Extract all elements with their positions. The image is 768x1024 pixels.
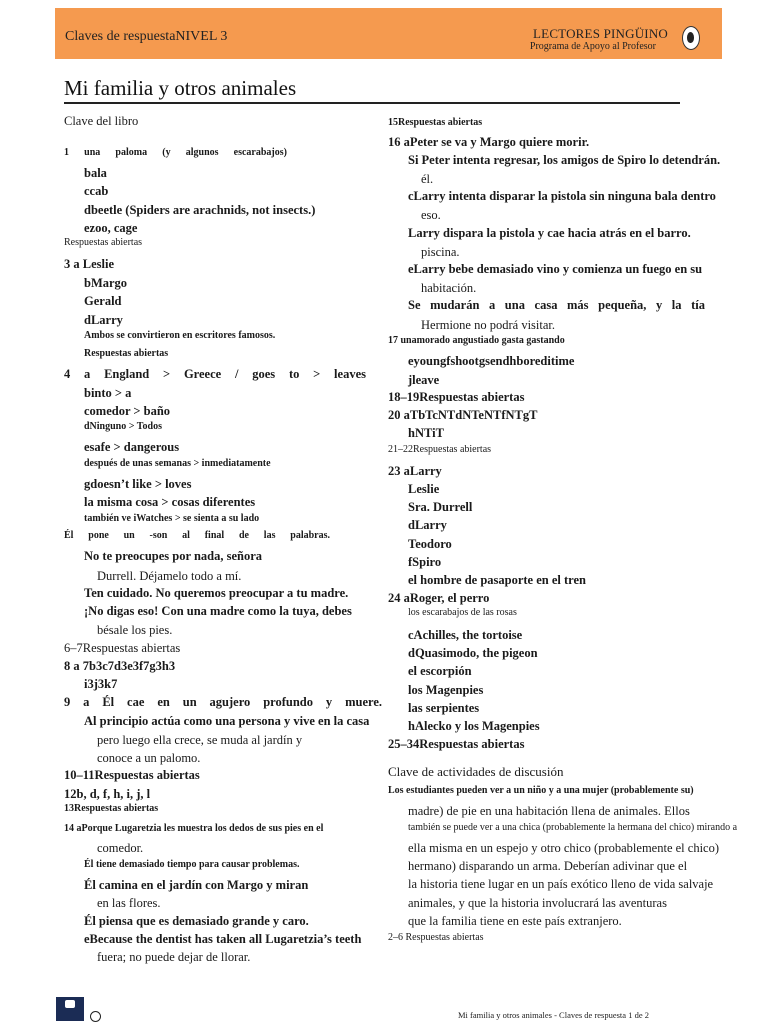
text-line: que la familia tiene en este país extranjero. [408, 914, 622, 928]
text-line: Respuestas abiertas [84, 348, 169, 359]
text-line: 25–34Respuestas abiertas [388, 737, 525, 751]
text-line: dNinguno > Todos [84, 421, 162, 432]
penguin-logo-icon [682, 26, 700, 50]
text-line: Él tiene demasiado tiempo para causar problemas. [84, 859, 300, 870]
text-line: la historia tiene lugar en un país exótico lleno de vida salvaje [408, 877, 714, 891]
text-line: dLarry [408, 518, 447, 532]
page-header [55, 8, 722, 59]
pearson-logo-icon [56, 997, 84, 1021]
text-line: hAlecko y los Magenpies [408, 719, 540, 733]
text-line: esafe > dangerous [84, 440, 180, 454]
text-line: hNTiT [408, 426, 444, 440]
text-line: bésale los pies. [97, 623, 173, 637]
text-line: 10–11Respuestas abiertas [64, 768, 200, 782]
text-line: la misma cosa > cosas diferentes [84, 495, 256, 509]
text-line: los Magenpies [408, 683, 484, 697]
text-line: eyoungfshootgsendhboreditime [408, 354, 575, 368]
text-line: 2–6 Respuestas abiertas [388, 932, 484, 943]
text-line: Gerald [84, 294, 122, 308]
text-line: dQuasimodo, the pigeon [408, 646, 538, 660]
text-line: No te preocupes por nada, señora [84, 549, 263, 563]
text-line: 18–19Respuestas abiertas [388, 390, 525, 404]
text-line: 23 aLarry [388, 464, 442, 478]
text-line: también se puede ver a una chica (probablemente la hermana del chico) mirando a [408, 822, 738, 833]
text-line: eso. [421, 208, 441, 222]
text-line: eBecause the dentist has taken all Lugaretzia’s teeth [84, 932, 362, 946]
text-line: fSpiro [408, 555, 442, 569]
footer-logo [56, 997, 86, 1022]
text-line: piscina. [421, 245, 460, 259]
text-line: animales, y que la historia involucrará las aventuras [408, 896, 667, 910]
text-line: Ambos se convirtieron en escritores famosos. [84, 330, 276, 341]
text-line: conoce a un palomo. [97, 751, 201, 765]
text-line: 15Respuestas abiertas [388, 117, 483, 128]
text-line: Él camina en el jardín con Margo y miran [84, 878, 309, 892]
text-line: pero luego ella crece, se muda al jardín y [97, 733, 303, 747]
text-line: habitación. [421, 281, 477, 295]
text-line: Sra. Durrell [408, 500, 473, 514]
text-line: cAchilles, the tortoise [408, 628, 523, 642]
text-line: Los estudiantes pueden ver a un niño y a una mujer (probablemente su) [388, 785, 694, 796]
text-line: Clave del libro [64, 114, 139, 128]
text-line: eLarry bebe demasiado vino y comienza un fuego en su [408, 262, 703, 276]
text-line: 24 aRoger, el perro [388, 591, 490, 605]
text-line: gdoesn’t like > loves [84, 477, 192, 491]
text-line: jleave [408, 373, 440, 387]
text-line: Se mudarán a una casa más pequeña, y la tía [408, 298, 705, 312]
text-line: 14 aPorque Lugaretzia les muestra los dedos de sus pies en el [64, 823, 324, 834]
text-line: 1 una paloma (y algunos escarabajos) [64, 147, 287, 158]
text-line: i3j3k7 [84, 677, 118, 691]
text-line: las serpientes [408, 701, 480, 715]
text-line: Respuestas abiertas [64, 237, 143, 248]
text-line: el hombre de pasaporte en el tren [408, 573, 586, 587]
text-line: cLarry intenta disparar la pistola sin ninguna bala dentro [408, 189, 716, 203]
text-line: madre) de pie en una habitación llena de animales. Ellos [408, 804, 690, 818]
text-line: en las flores. [97, 896, 161, 910]
header-brand: LECTORES PINGÜINO [533, 26, 668, 41]
text-line: comedor. [97, 841, 144, 855]
text-line: dLarry [84, 313, 123, 327]
text-line: Clave de actividades de discusión [388, 764, 564, 779]
text-line: el escorpión [408, 664, 472, 678]
text-line: Durrell. Déjamelo todo a mí. [97, 569, 242, 583]
text-line: ezoo, cage [84, 221, 138, 235]
text-line: los escarabajos de las rosas [408, 607, 517, 618]
title-divider [64, 102, 680, 104]
text-line: 17 unamorado angustiado gasta gastando [388, 335, 565, 346]
text-line: Larry dispara la pistola y cae hacia atrás en el barro. [408, 226, 691, 240]
text-line: después de unas semanas > inmediatamente [84, 458, 271, 469]
text-line: 3 a Leslie [64, 257, 114, 271]
text-line: Hermione no podrá visitar. [421, 318, 555, 332]
text-line: él. [421, 172, 434, 186]
text-line: también ve iWatches > se sienta a su lado [84, 513, 260, 524]
text-line: ¡No digas eso! Con una madre como la tuya, debes [84, 604, 352, 618]
text-line: bala [84, 166, 107, 180]
text-line: 20 aTbTcNTdNTeNTfNTgT [388, 408, 538, 422]
text-line: Ten cuidado. No queremos preocupar a tu madre. [84, 586, 349, 600]
header-level-label: Claves de respuestaNIVEL 3 [65, 29, 228, 44]
text-line: 13Respuestas abiertas [64, 803, 159, 814]
text-line: ccab [84, 184, 109, 198]
text-line: 12b, d, f, h, i, j, l [64, 787, 151, 801]
text-line: comedor > baño [84, 404, 171, 418]
text-line: Él pone un -son al final de las palabras. [64, 530, 330, 541]
text-line: Si Peter intenta regresar, los amigos de Spiro lo detendrán. [408, 153, 721, 167]
circle-icon [90, 1011, 101, 1022]
header-subtitle: Programa de Apoyo al Profesor [529, 41, 656, 52]
text-line: dbeetle (Spiders are arachnids, not insects.) [84, 203, 316, 217]
text-line: bMargo [84, 276, 128, 290]
text-line: 21–22Respuestas abiertas [388, 444, 492, 455]
text-line: Él piensa que es demasiado grande y caro. [84, 914, 309, 928]
text-line: fuera; no puede dejar de llorar. [97, 950, 251, 964]
text-line: 6–7Respuestas abiertas [64, 641, 181, 655]
text-line: 4 a England > Greece / goes to > leaves [64, 367, 366, 381]
text-line: 16 aPeter se va y Margo quiere morir. [388, 135, 590, 149]
text-line: Al principio actúa como una persona y vive en la casa [84, 714, 370, 728]
text-line: hermano) disparando un arma. Deberían adivinar que el [408, 859, 688, 873]
page-title: Mi familia y otros animales [64, 76, 297, 100]
text-line: Teodoro [408, 537, 452, 551]
text-line: Leslie [408, 482, 440, 496]
text-line: ella misma en un espejo y otro chico (probablemente el chico) [408, 841, 719, 855]
text-line: 9 a Él cae en un agujero profundo y muere. [64, 695, 382, 709]
footer-text: Mi familia y otros animales - Claves de respuesta 1 de 2 [458, 1010, 649, 1020]
text-line: 8 a 7b3c7d3e3f7g3h3 [64, 659, 176, 673]
text-line: binto > a [84, 386, 132, 400]
